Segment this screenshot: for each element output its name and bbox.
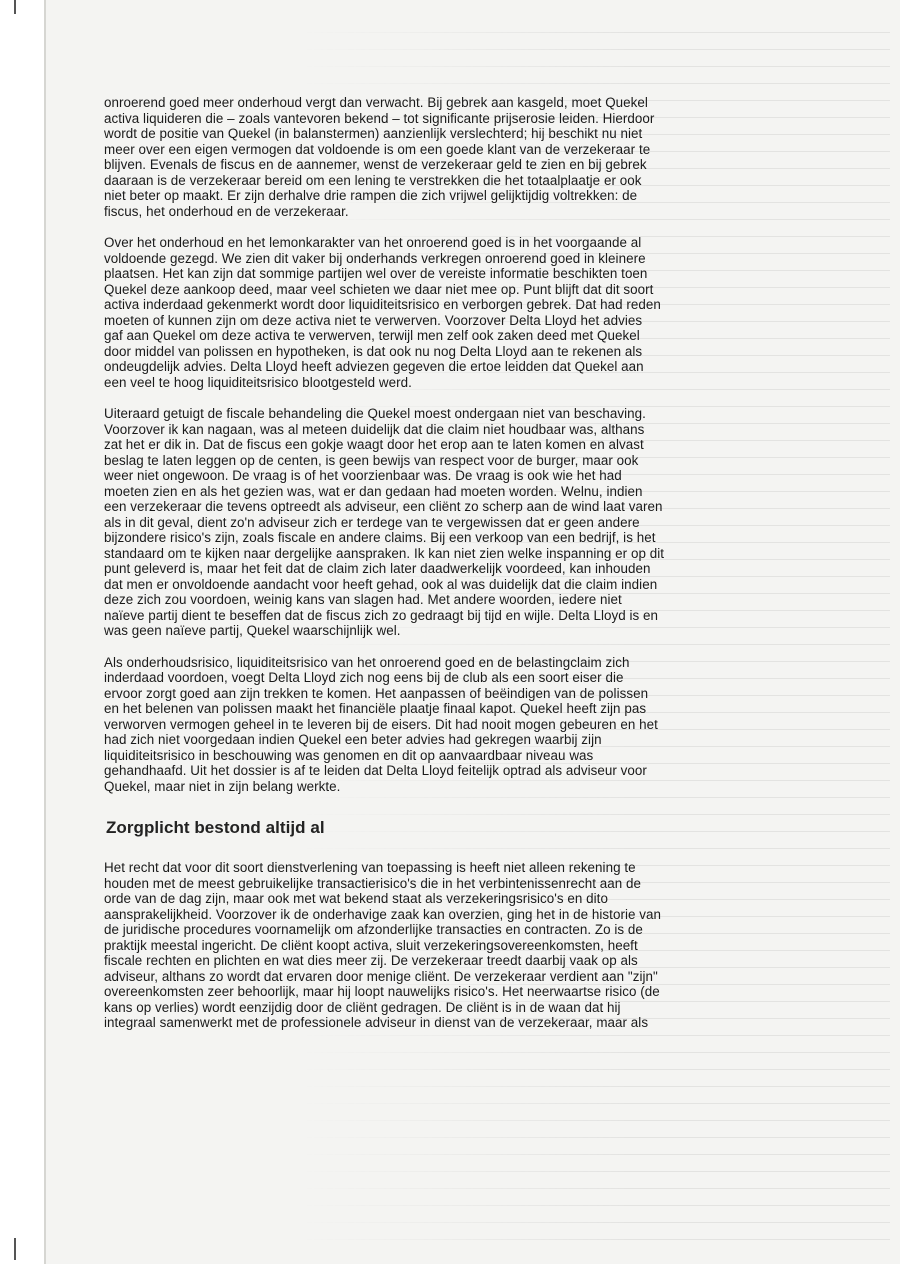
paragraph-5: Het recht dat voor dit soort dienstverlening van toepassing is heeft niet alleen rekening te houden met de meest gebruikelijke transactierisico's die in het verbintenissenrecht aan de orde van de dag zijn, maar ook met wat bekend staat als verzekeringsrisico's en dito aansprakelijkheid. Voorzover ik de onderhavige zaak kan overzien, ging het in de historie van de juridische procedures voornamelijk om afzonderlijke transacties en contracten. Zo is de praktijk meestal ingericht. De cliënt koopt activa, sluit verzekeringsovereenkomsten, heeft fiscale rechten en plichten en wat dies meer zij. De verzekeraar treedt daarbij vaak op als adviseur, althans zo wordt dat ervaren door menige cliënt. De verzekeraar verdient aan "zijn" overeenkomsten zeer behoorlijk, maar hij loopt nauwelijks risico's. Het neerwaartse risico (de kans op verlies) wordt eenzijdig door de cliënt gedragen. De cliënt is in de waan dat hij integraal samenwerkt met de professionele adviseur in dienst van de verzekeraar, maar als	[104, 860, 661, 1030]
page-edge	[44, 0, 46, 1264]
scan-margin	[0, 0, 46, 1264]
scan-mark-bottom	[14, 1238, 16, 1260]
paragraph-4: Als onderhoudsrisico, liquiditeitsrisico van het onroerend goed en de belastingclaim zich inderdaad voordoen, voegt Delta Lloyd zich nog eens bij de club als een soort eiser die ervoor zorgt goed aan zijn trekken te komen. Het aanpassen of beëindigen van de polissen en het belenen van polissen maakt het financiële plaatje finaal kapot. Quekel heeft zijn pas verworven vermogen geheel in te leveren bij de eisers. Dit had nooit mogen gebeuren en het had zich niet voorgedaan indien Quekel een beter advies had gekregen waarbij zijn liquiditeitsrisico in beschouwing was genomen en dit op aanvaardbaar niveau was gehandhaafd. Uit het dossier is af te leiden dat Delta Lloyd feitelijk optrad als adviseur voor Quekel, maar niet in zijn belang werkte.	[104, 654, 658, 794]
scan-mark-top	[14, 0, 16, 14]
paragraph-2: Over het onderhoud en het lemonkarakter van het onroerend goed is in het voorgaande al voldoende gezegd. We zien dit vaker bij onderhands verkregen onroerend goed in kleinere plaatsen. Het kan zijn dat sommige partijen wel over de vereiste informatie beschikten toen Quekel deze aankoop deed, maar veel schieten we daar niet mee op. Punt blijft dat dit soort activa inderdaad gekenmerkt wordt door liquiditeitsrisico en verborgen gebrek. Dat had reden moeten of kunnen zijn om deze activa niet te verwerven. Voorzover Delta Lloyd het advies gaf aan Quekel om deze activa te verwerven, terwijl men zelf ook zaken deed met Quekel door middel van polissen en hypotheken, is dat ook nu nog Delta Lloyd aan te rekenen als ondeugdelijk advies. Delta Lloyd heeft adviezen gegeven die ertoe leidden dat Quekel aan een veel te hoog liquiditeitsrisico blootgesteld werd.	[104, 235, 661, 390]
paragraph-1: onroerend goed meer onderhoud vergt dan verwacht. Bij gebrek aan kasgeld, moet Quekel activa liquideren die – zoals vantevoren bekend – tot significante prijserosie leiden. Hierdoor wordt de positie van Quekel (in balanstermen) aanzienlijk verslechterd; hij beschikt nu niet meer over een eigen vermogen dat voldoende is om een goede klant van de verzekeraar te blijven. Evenals de fiscus en de aannemer, wenst de verzekeraar geld te zien en bij gebrek daaraan is de verzekeraar bereid om een lening te verstrekken die het totaalplaatje er ook niet beter op maakt. Er zijn derhalve drie rampen die zich vrijwel gelijktijdig voltrekken: de fiscus, het onderhoud en de verzekeraar.	[104, 95, 655, 219]
document-body	[104, 95, 744, 1047]
paragraph-3: Uiteraard getuigt de fiscale behandeling die Quekel moest ondergaan niet van beschaving. Voorzover ik kan nagaan, was al meteen duidelijk dat die claim niet houdbaar was, althans zat het er dik in. Dat de fiscus een gokje waagt door het erop aan te laten komen en alvast beslag te laten leggen op de centen, is geen bewijs van respect voor de burger, maar ook weer niet ongewoon. De vraag is of het voorzienbaar was. De vraag is ook wie het had moeten zien en als het gezien was, wat er dan gedaan had moeten worden. Welnu, indien een verzekeraar die tevens optreedt als adviseur, een cliënt zo scherp aan de wind laat varen als in dit geval, dient zo'n adviseur zich er terdege van te vergewissen dat er geen andere bijzondere risico's zijn, zoals fiscale en andere claims. Bij een verkoop van een bedrijf, is het standaard om te kijken naar dergelijke aanspraken. Ik kan niet zien welke inspanning er op dit punt geleverd is, maar het feit dat de claim zich later daadwerkelijk voordeed, kan inhouden dat men er onvoldoende aandacht voor heeft gehad, ook al was duidelijk dat die claim indien deze zich zou voordoen, weinig kans van slagen had. Met andere woorden, iedere niet naïeve partij dient te beseffen dat de fiscus zich zo gedraagt bij tijd en wijle. Delta Lloyd is en was geen naïeve partij, Quekel waarschijnlijk wel.	[104, 406, 664, 638]
section-heading: Zorgplicht bestond altijd al	[106, 818, 325, 837]
